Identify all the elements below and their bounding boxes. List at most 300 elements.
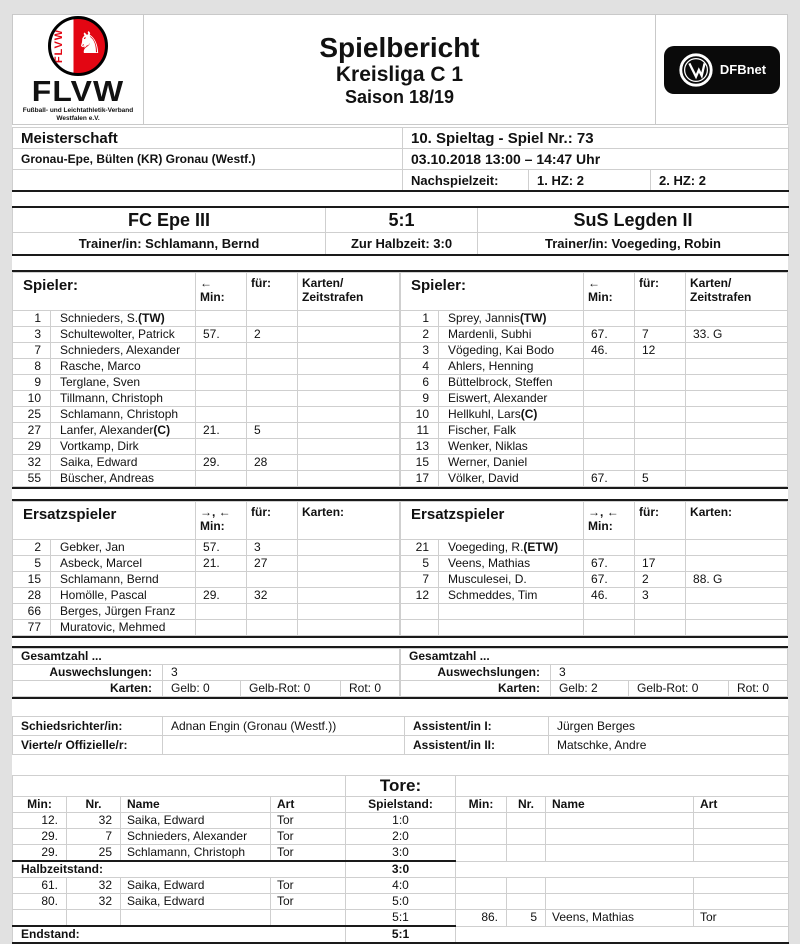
player-min [196, 604, 247, 620]
away-team-name: SuS Legden II [478, 207, 789, 233]
player-min [584, 407, 635, 423]
player-fuer: 32 [247, 588, 298, 604]
fourth-official-label: Vierte/r Offizielle/r: [13, 736, 163, 755]
player-min: 67. [584, 556, 635, 572]
player-name: Büscher, Andreas [51, 471, 196, 487]
goal-row: 61. 32 Saika, Edward Tor 4:0 [13, 878, 789, 894]
player-fuer: 2 [247, 327, 298, 343]
player-fuer [635, 375, 686, 391]
player-cards [686, 540, 788, 556]
player-cards [298, 455, 400, 471]
player-row [13, 391, 400, 407]
player-name: Gebker, Jan [51, 540, 196, 556]
player-row [401, 311, 788, 327]
player-number: 25 [13, 407, 51, 423]
player-row [401, 588, 788, 604]
player-cards [686, 556, 788, 572]
nr-col-header: Nr. [507, 797, 546, 813]
player-cards [298, 311, 400, 327]
report-header [12, 14, 788, 125]
score-cell: 1:0 [346, 813, 456, 829]
player-row [401, 620, 788, 636]
player-fuer: 7 [635, 327, 686, 343]
player-number: 28 [13, 588, 51, 604]
player-name: Muratovic, Mehmed [51, 620, 196, 636]
player-name: Mardenli, Subhi [439, 327, 584, 343]
player-min: 57. [196, 540, 247, 556]
player-min [196, 359, 247, 375]
away-subs-table [400, 501, 788, 636]
fuer-col-header: für: [635, 502, 686, 540]
min-col-header: Min: [13, 797, 67, 813]
karten-col-header: Karten/ Zeitstrafen [298, 273, 400, 311]
assistant2-name: Matschke, Andre [549, 736, 789, 755]
player-min [196, 343, 247, 359]
player-fuer [247, 620, 298, 636]
player-row [401, 572, 788, 588]
player-cards [686, 604, 788, 620]
player-cards [298, 343, 400, 359]
player-row [401, 327, 788, 343]
substitutions-count: 3 [551, 665, 788, 681]
player-number [401, 604, 439, 620]
player-row [401, 604, 788, 620]
matchday-label: 10. Spieltag - Spiel Nr.: 73 [403, 128, 789, 149]
player-name: Schlamann, Christoph [51, 407, 196, 423]
name-col-header: Name [121, 797, 271, 813]
min-col-header: Min: [456, 797, 507, 813]
player-min [584, 391, 635, 407]
flvw-acronym: FLVW [31, 75, 125, 108]
player-min [584, 604, 635, 620]
report-title-block [144, 15, 656, 124]
totals-section [12, 646, 788, 699]
player-number: 11 [401, 423, 439, 439]
player-row [13, 343, 400, 359]
player-min [584, 439, 635, 455]
player-number: 27 [13, 423, 51, 439]
dfbnet-label: DFBnet [719, 62, 767, 77]
player-name: Hellkuhl, Lars(C) [439, 407, 584, 423]
player-name: Voegeding, R.(ETW) [439, 540, 584, 556]
player-name: Ahlers, Henning [439, 359, 584, 375]
cards-label: Karten: [13, 681, 163, 697]
red-cards: Rot: 0 [341, 681, 400, 697]
player-number: 66 [13, 604, 51, 620]
player-row [13, 455, 400, 471]
player-row [13, 359, 400, 375]
yellow-cards: Gelb: 2 [551, 681, 629, 697]
karten-col-header: Karten: [686, 502, 788, 540]
player-name: Sprey, Jannis(TW) [439, 311, 584, 327]
player-number: 1 [13, 311, 51, 327]
player-name: Wenker, Niklas [439, 439, 584, 455]
player-fuer [635, 359, 686, 375]
player-fuer [635, 620, 686, 636]
player-min [196, 620, 247, 636]
player-fuer: 28 [247, 455, 298, 471]
player-row [401, 455, 788, 471]
roster-header-row [401, 502, 788, 540]
player-name: Lanfer, Alexander(C) [51, 423, 196, 439]
referee-name: Adnan Engin (Gronau (Westf.)) [163, 717, 405, 736]
halftime-score-cell: 3:0 [346, 861, 456, 878]
player-row [13, 572, 400, 588]
fourth-official-name [163, 736, 405, 755]
min-col-header: →, ← Min: [196, 502, 247, 540]
player-min: 46. [584, 343, 635, 359]
yellow-red-cards: Gelb-Rot: 0 [241, 681, 341, 697]
player-min: 21. [196, 423, 247, 439]
player-row [401, 540, 788, 556]
player-number: 55 [13, 471, 51, 487]
spieler-label: Spieler: [13, 273, 196, 311]
totals-title: Gesamtzahl ... [13, 649, 400, 665]
dfb-eagle-icon [677, 51, 715, 89]
player-fuer: 5 [635, 471, 686, 487]
flvw-logo-icon [48, 16, 108, 76]
player-min: 46. [584, 588, 635, 604]
dfbnet-logo [656, 15, 787, 124]
player-name: Homölle, Pascal [51, 588, 196, 604]
player-number: 77 [13, 620, 51, 636]
player-cards [298, 359, 400, 375]
player-fuer [635, 540, 686, 556]
min-col-header: →, ← Min: [584, 502, 635, 540]
final-score: 5:1 [326, 207, 478, 233]
player-cards [298, 620, 400, 636]
season-subtitle: Saison 18/19 [344, 86, 455, 107]
player-row [13, 588, 400, 604]
datetime-label: 03.10.2018 13:00 – 14:47 Uhr [403, 149, 789, 170]
player-row [401, 375, 788, 391]
player-min: 67. [584, 471, 635, 487]
name-col-header: Name [546, 797, 694, 813]
player-number: 5 [401, 556, 439, 572]
player-fuer [247, 572, 298, 588]
score-cell: 5:0 [346, 894, 456, 910]
yellow-red-cards: Gelb-Rot: 0 [629, 681, 729, 697]
player-row [13, 407, 400, 423]
player-cards [298, 391, 400, 407]
player-cards [686, 439, 788, 455]
player-name: Veens, Mathias [439, 556, 584, 572]
player-name: Eiswert, Alexander [439, 391, 584, 407]
player-fuer [247, 439, 298, 455]
player-cards: 33. G [686, 327, 788, 343]
cards-label: Karten: [401, 681, 551, 697]
player-name: Büttelbrock, Steffen [439, 375, 584, 391]
player-cards [686, 423, 788, 439]
player-name: Vögeding, Kai Bodo [439, 343, 584, 359]
player-fuer [247, 359, 298, 375]
player-row [13, 375, 400, 391]
yellow-cards: Gelb: 0 [163, 681, 241, 697]
away-totals-table [400, 648, 788, 697]
score-cell: 5:1 [346, 910, 456, 927]
player-name: Werner, Daniel [439, 455, 584, 471]
player-number: 10 [13, 391, 51, 407]
tore-title: Tore: [346, 776, 456, 797]
halftime-score-row [13, 861, 789, 878]
player-min [196, 311, 247, 327]
player-fuer [247, 311, 298, 327]
home-subs-table [12, 501, 400, 636]
score-cell: 2:0 [346, 829, 456, 845]
player-number: 17 [401, 471, 439, 487]
player-min [196, 407, 247, 423]
karten-col-header: Karten/ Zeitstrafen [686, 273, 788, 311]
player-fuer [635, 439, 686, 455]
match-meta-table [12, 127, 789, 192]
player-row [13, 327, 400, 343]
player-min [196, 439, 247, 455]
ersatzspieler-label: Ersatzspieler [401, 502, 584, 540]
player-row [401, 391, 788, 407]
player-cards: 88. G [686, 572, 788, 588]
player-number: 6 [401, 375, 439, 391]
player-fuer: 3 [635, 588, 686, 604]
player-cards [686, 359, 788, 375]
final-score-cell: 5:1 [346, 926, 456, 943]
player-min [196, 572, 247, 588]
player-row [13, 604, 400, 620]
player-fuer [635, 455, 686, 471]
player-min [196, 375, 247, 391]
player-number: 9 [13, 375, 51, 391]
flvw-org-name: Fußball- und Leichtathletik-Verband Westfalen e.V. [22, 106, 134, 122]
player-fuer [635, 423, 686, 439]
player-cards [686, 375, 788, 391]
player-fuer [635, 604, 686, 620]
player-fuer [247, 604, 298, 620]
player-name: Schlamann, Bernd [51, 572, 196, 588]
player-number: 3 [401, 343, 439, 359]
player-number: 1 [401, 311, 439, 327]
player-cards [298, 556, 400, 572]
player-row [401, 556, 788, 572]
player-row [13, 471, 400, 487]
player-number: 7 [13, 343, 51, 359]
player-number: 13 [401, 439, 439, 455]
player-fuer [247, 471, 298, 487]
player-name: Schnieders, Alexander [51, 343, 196, 359]
player-name [439, 604, 584, 620]
substitutions-count: 3 [163, 665, 400, 681]
min-col-header: ← Min: [584, 273, 635, 311]
player-name: Vortkamp, Dirk [51, 439, 196, 455]
player-fuer [247, 391, 298, 407]
player-number: 2 [13, 540, 51, 556]
player-number: 9 [401, 391, 439, 407]
halftime-label: Halbzeitstand: [13, 861, 346, 878]
player-number: 12 [401, 588, 439, 604]
goals-title-row [13, 776, 789, 797]
player-name [439, 620, 584, 636]
player-fuer: 5 [247, 423, 298, 439]
player-row [13, 311, 400, 327]
score-cell: 4:0 [346, 878, 456, 894]
player-cards [298, 604, 400, 620]
art-col-header: Art [271, 797, 346, 813]
substitutes-section [12, 499, 788, 638]
player-min [584, 375, 635, 391]
player-row [401, 407, 788, 423]
player-number [401, 620, 439, 636]
player-number: 4 [401, 359, 439, 375]
player-row [13, 439, 400, 455]
player-number: 7 [401, 572, 439, 588]
home-totals-table [12, 648, 400, 697]
player-row [13, 620, 400, 636]
player-row [13, 423, 400, 439]
match-report-page [12, 14, 788, 941]
player-min: 29. [196, 455, 247, 471]
player-fuer: 2 [635, 572, 686, 588]
nr-col-header: Nr. [67, 797, 121, 813]
player-min [584, 359, 635, 375]
player-row [401, 423, 788, 439]
player-number: 15 [401, 455, 439, 471]
player-min: 67. [584, 572, 635, 588]
player-name: Asbeck, Marcel [51, 556, 196, 572]
player-cards [686, 407, 788, 423]
player-name: Musculesei, D. [439, 572, 584, 588]
player-min [196, 391, 247, 407]
roster-header-row [13, 273, 400, 311]
referee-label: Schiedsrichter/in: [13, 717, 163, 736]
away-starters-table [400, 272, 788, 487]
player-cards [298, 407, 400, 423]
player-number: 3 [13, 327, 51, 343]
substitutions-label: Auswechslungen: [13, 665, 163, 681]
stoppage-label: Nachspielzeit: [403, 170, 529, 192]
goal-row: 29. 25 Schlamann, Christoph Tor 3:0 [13, 845, 789, 862]
home-starters-table [12, 272, 400, 487]
player-number: 32 [13, 455, 51, 471]
goal-row: 80. 32 Saika, Edward Tor 5:0 [13, 894, 789, 910]
player-cards [686, 343, 788, 359]
flvw-logo [13, 15, 144, 124]
player-min [584, 311, 635, 327]
player-cards [298, 375, 400, 391]
competition-label: Meisterschaft [13, 128, 403, 149]
player-cards [298, 439, 400, 455]
home-team-name: FC Epe III [13, 207, 326, 233]
score-cell: 3:0 [346, 845, 456, 862]
player-name: Terglane, Sven [51, 375, 196, 391]
player-row [401, 359, 788, 375]
roster-header-row [13, 502, 400, 540]
player-cards [298, 471, 400, 487]
player-name: Schmeddes, Tim [439, 588, 584, 604]
player-cards [686, 455, 788, 471]
officials-table [12, 716, 789, 755]
player-fuer: 12 [635, 343, 686, 359]
player-min: 29. [196, 588, 247, 604]
starters-section [12, 270, 788, 489]
assistant1-label: Assistent/in I: [405, 717, 549, 736]
player-cards [298, 327, 400, 343]
red-cards: Rot: 0 [729, 681, 788, 697]
player-cards [686, 620, 788, 636]
player-name: Saika, Edward [51, 455, 196, 471]
spielstand-col-header: Spielstand: [346, 797, 456, 813]
spieler-label: Spieler: [401, 273, 584, 311]
player-cards [298, 540, 400, 556]
min-col-header: ← Min: [196, 273, 247, 311]
player-min [584, 540, 635, 556]
halftime-score: Zur Halbzeit: 3:0 [326, 233, 478, 256]
player-name: Tillmann, Christoph [51, 391, 196, 407]
roster-header-row [401, 273, 788, 311]
player-fuer [247, 407, 298, 423]
player-row [401, 471, 788, 487]
karten-col-header: Karten: [298, 502, 400, 540]
player-row [13, 540, 400, 556]
player-number: 8 [13, 359, 51, 375]
player-number: 10 [401, 407, 439, 423]
fuer-col-header: für: [635, 273, 686, 311]
result-table [12, 206, 789, 256]
player-fuer [635, 391, 686, 407]
fuer-col-header: für: [247, 273, 298, 311]
player-cards [298, 423, 400, 439]
venue-label: Gronau-Epe, Bülten (KR) Gronau (Westf.) [13, 149, 403, 170]
player-number: 15 [13, 572, 51, 588]
player-fuer: 3 [247, 540, 298, 556]
player-fuer [247, 375, 298, 391]
assistant2-label: Assistent/in II: [405, 736, 549, 755]
player-cards [686, 588, 788, 604]
player-number: 5 [13, 556, 51, 572]
player-fuer [247, 343, 298, 359]
player-number: 21 [401, 540, 439, 556]
report-title: Spielbericht [319, 31, 480, 63]
player-min [584, 620, 635, 636]
totals-title: Gesamtzahl ... [401, 649, 788, 665]
player-min: 21. [196, 556, 247, 572]
player-fuer: 27 [247, 556, 298, 572]
player-name: Schnieders, S.(TW) [51, 311, 196, 327]
player-min [584, 455, 635, 471]
fuer-col-header: für: [247, 502, 298, 540]
player-cards [298, 588, 400, 604]
flvw-circle-text: FLVW [53, 28, 65, 63]
player-fuer [635, 407, 686, 423]
player-name: Berges, Jürgen Franz [51, 604, 196, 620]
final-label: Endstand: [13, 926, 346, 943]
final-score-row [13, 926, 789, 943]
westphalia-horse-icon: ♞ [76, 26, 103, 60]
player-cards [686, 471, 788, 487]
league-subtitle: Kreisliga C 1 [335, 62, 464, 86]
player-name: Völker, David [439, 471, 584, 487]
player-fuer [635, 311, 686, 327]
ersatzspieler-label: Ersatzspieler [13, 502, 196, 540]
player-name: Fischer, Falk [439, 423, 584, 439]
away-coach: Trainer/in: Voegeding, Robin [478, 233, 789, 256]
player-cards [686, 391, 788, 407]
goal-row: 29. 7 Schnieders, Alexander Tor 2:0 [13, 829, 789, 845]
goal-row: 12. 32 Saika, Edward Tor 1:0 [13, 813, 789, 829]
player-cards [686, 311, 788, 327]
player-cards [298, 572, 400, 588]
player-min: 67. [584, 327, 635, 343]
stoppage-hz2: 2. HZ: 2 [651, 170, 789, 192]
player-row [401, 343, 788, 359]
player-row [13, 556, 400, 572]
